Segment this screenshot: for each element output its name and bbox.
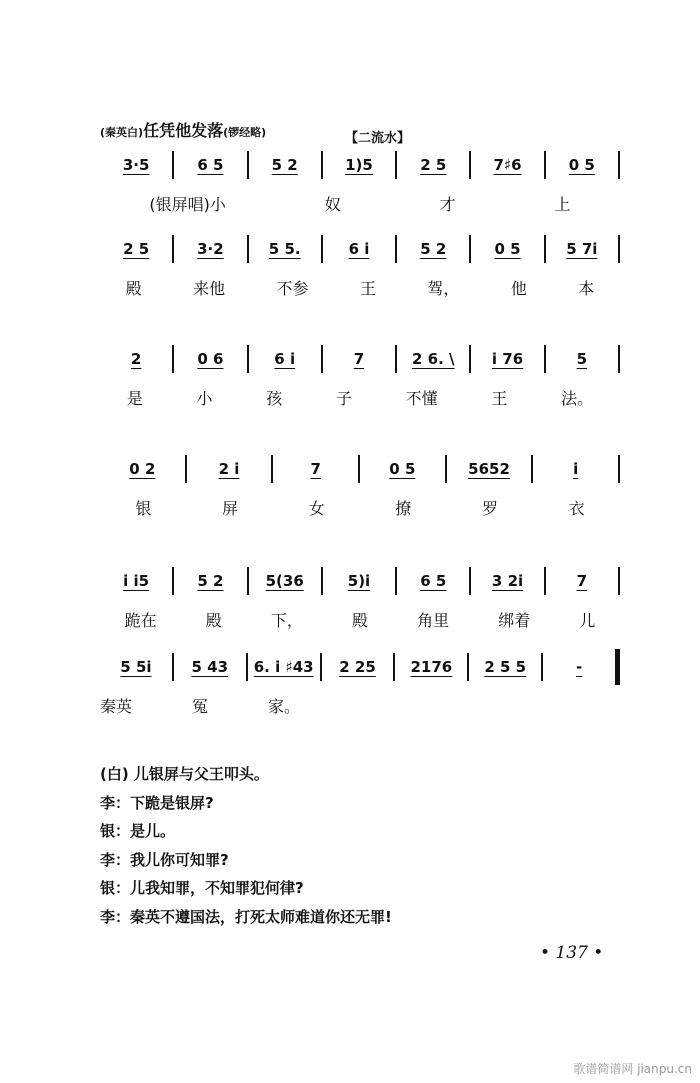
- measure: 0 5: [389, 460, 416, 478]
- lyric: 不参: [276, 279, 309, 298]
- measure: 7♯6: [493, 156, 522, 174]
- bar-line: [618, 235, 620, 263]
- lyric: (银屏唱)小: [149, 195, 226, 214]
- measure: 7: [310, 460, 321, 478]
- measure: i: [573, 460, 579, 478]
- lyrics-line: [100, 276, 620, 299]
- notes-line: [100, 452, 620, 486]
- measure: 6 i: [274, 350, 296, 368]
- lyrics-line: [100, 192, 620, 215]
- score-system: [100, 342, 620, 409]
- measure: 5 7i: [566, 240, 598, 258]
- watermark: 歌谱简谱网 jianpu.cn: [573, 1062, 692, 1076]
- lyric: 本: [578, 279, 595, 298]
- dialogue: [100, 760, 392, 931]
- score-system: [100, 148, 620, 215]
- lyrics-line: [100, 608, 620, 631]
- bar-line: [615, 649, 620, 685]
- spoken-cue: [100, 118, 266, 141]
- measure: 5: [576, 350, 588, 368]
- measure: 3 2i: [491, 572, 524, 590]
- measure: 3·5: [122, 156, 150, 174]
- lyrics-line: [100, 694, 620, 717]
- lyric: 是: [126, 389, 143, 408]
- measure: 2 5: [420, 156, 447, 174]
- lyric: 殿: [125, 279, 142, 298]
- lyric: 绑着: [498, 611, 531, 630]
- lyric: 跪在: [124, 611, 157, 630]
- lyric: 冤: [192, 697, 209, 716]
- score-system: [100, 564, 620, 631]
- tempo-marking: 【二流水】: [345, 131, 411, 146]
- percussion-cue: (锣经略): [223, 126, 267, 139]
- measure: 6 5: [420, 572, 447, 590]
- measure: 2 5: [123, 240, 150, 258]
- measure: 3·2: [197, 240, 224, 258]
- measure: 5 5.: [268, 240, 301, 258]
- dialogue-line: (白) 儿银屏与父王叩头。: [100, 765, 269, 783]
- lyric: 罗: [481, 499, 498, 518]
- lyric: 驾，: [427, 279, 460, 298]
- measure: 5 2: [420, 240, 447, 258]
- measure: 7: [353, 350, 365, 368]
- lyric: 儿: [579, 611, 596, 630]
- measure: 5652: [468, 460, 510, 478]
- lyric: 上: [554, 195, 571, 214]
- measure: 2 6. \: [412, 350, 455, 368]
- measure: 0 2: [129, 460, 156, 478]
- bar-line: [618, 345, 620, 373]
- measure: 5 5i: [120, 658, 152, 676]
- measure: 2: [130, 350, 142, 368]
- lyric: 王: [359, 279, 376, 298]
- bar-line: [618, 151, 620, 179]
- lyric: 下，: [270, 611, 303, 630]
- lyric: 才: [439, 195, 456, 214]
- dialogue-line: 银：儿我知罪，不知罪犯何律?: [100, 879, 304, 897]
- measure: 2 5 5: [484, 658, 527, 676]
- notes-line: [100, 564, 620, 598]
- measure: i i5: [123, 572, 150, 590]
- lyric: 角里: [417, 611, 450, 630]
- measure: i 76: [491, 350, 524, 368]
- measure: 1)5: [345, 156, 373, 174]
- measure: 2 i: [218, 460, 240, 478]
- measure: 0 6: [197, 350, 224, 368]
- measure: 2 25: [339, 658, 376, 676]
- lyric: 奴: [324, 195, 341, 214]
- dialogue-line: 李：我儿你可知罪?: [100, 850, 229, 869]
- measure: 6 i: [348, 240, 370, 258]
- bar-line: [618, 455, 620, 483]
- lyrics-line: [100, 386, 620, 409]
- lyric: 王: [491, 389, 508, 408]
- lyric: 孩: [266, 389, 283, 408]
- measure: 5 2: [271, 156, 298, 174]
- lyric: 法。: [561, 389, 594, 408]
- measure: 0 5: [568, 156, 595, 174]
- lyrics-line: [100, 496, 620, 519]
- dialogue-line: 李：下跪是银屏?: [100, 793, 214, 812]
- spoken-line: 任凭他发落: [143, 121, 224, 140]
- measure: 6. i ♯43: [253, 658, 314, 676]
- page-number: • 137 •: [540, 943, 604, 963]
- measure: 5(36: [265, 572, 304, 590]
- measure: 7: [576, 572, 588, 590]
- lyric: 家。: [268, 697, 301, 716]
- lyric: 秦英: [100, 697, 133, 716]
- lyric: 银: [135, 499, 152, 518]
- lyric: 殿: [205, 611, 222, 630]
- notes-line: [100, 342, 620, 376]
- measure: 2176: [410, 658, 453, 676]
- lyric: 衣: [568, 499, 585, 518]
- notes-line: [100, 232, 620, 266]
- lyric: 子: [335, 389, 352, 408]
- dialogue-line: 李：秦英不遵国法，打死太师难道你还无罪!: [100, 907, 392, 926]
- lyric: 殿: [351, 611, 368, 630]
- score-system: [100, 650, 620, 717]
- measure: 0 5: [494, 240, 521, 258]
- lyric: 撩: [395, 499, 412, 518]
- lyric: 小: [196, 389, 213, 408]
- measure: 6 5: [197, 156, 224, 174]
- score-system: [100, 452, 620, 519]
- lyric: 女: [308, 499, 325, 518]
- notes-line: [100, 148, 620, 182]
- measure: 5 43: [191, 658, 229, 676]
- lyric: 来他: [193, 279, 226, 298]
- measure: -: [575, 658, 583, 676]
- dialogue-line: 银：是儿。: [100, 822, 176, 840]
- score-system: [100, 232, 620, 299]
- measure: 5 2: [197, 572, 224, 590]
- lyric: 屏: [221, 499, 238, 518]
- notes-line: [100, 650, 620, 684]
- measure: 5)i: [347, 572, 371, 590]
- lyric: 他: [510, 279, 527, 298]
- speaker-label: (秦英白): [100, 126, 144, 139]
- lyric: 不懂: [405, 389, 438, 408]
- bar-line: [618, 567, 620, 595]
